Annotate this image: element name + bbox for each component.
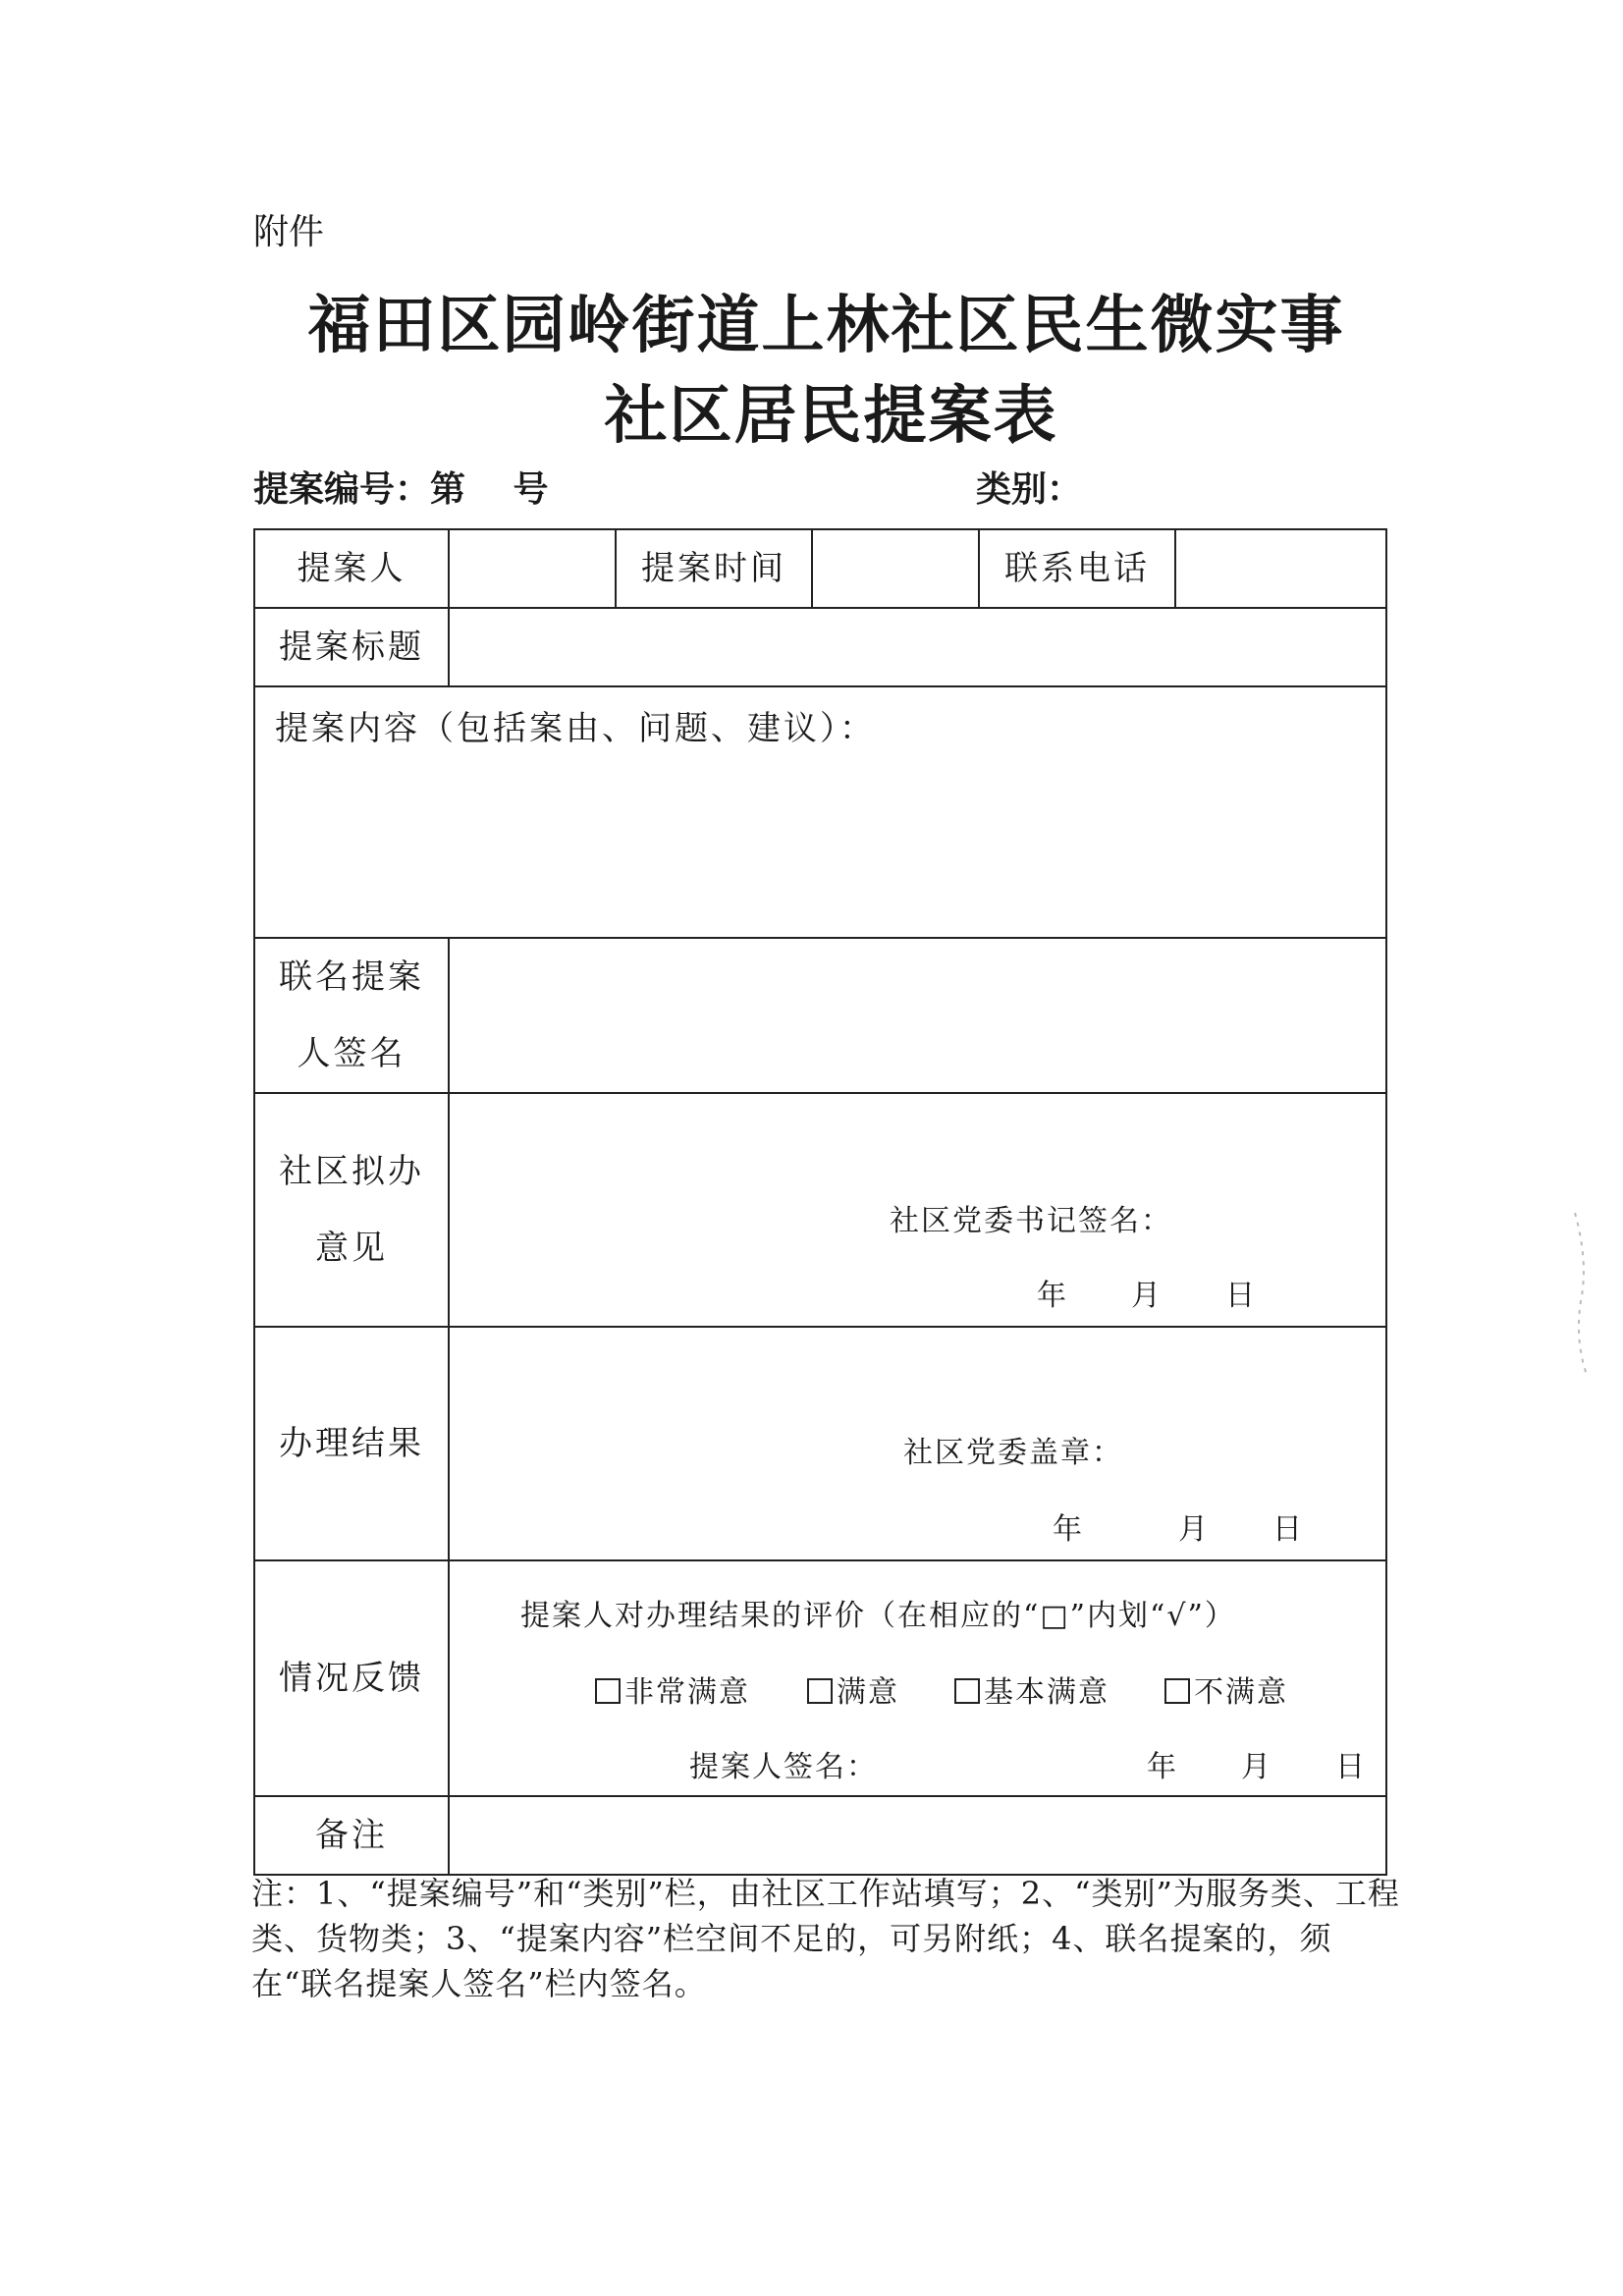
row-result (254, 1327, 1386, 1560)
row-remarks (254, 1796, 1386, 1875)
proposer-field[interactable] (449, 529, 616, 608)
attachment-label: 附件 (253, 212, 325, 252)
community-opinion-label-line1: 社区拟办 (279, 1152, 424, 1191)
contact-phone-label: 联系电话 (979, 529, 1175, 608)
joint-sign-label (254, 938, 449, 1093)
row-community-opinion (254, 1093, 1386, 1327)
row-proposer (254, 529, 1386, 608)
checkbox-icon[interactable] (954, 1678, 980, 1704)
option-very-satisfied[interactable]: 非常满意 (595, 1667, 750, 1711)
row-joint-sign (254, 938, 1386, 1093)
joint-sign-label-line2: 人签名 (297, 1034, 406, 1073)
checkbox-icon[interactable] (1164, 1678, 1190, 1704)
result-label: 办理结果 (254, 1327, 449, 1560)
feedback-label: 情况反馈 (254, 1560, 449, 1796)
row-content (254, 686, 1386, 938)
feedback-field (449, 1560, 1386, 1796)
proposal-form-table (253, 528, 1387, 1876)
proposal-title-field[interactable] (449, 608, 1386, 686)
joint-sign-field[interactable] (449, 938, 1386, 1093)
party-seal-label: 社区党委盖章： (903, 1436, 1123, 1470)
option-unsatisfied[interactable]: 不满意 (1164, 1667, 1288, 1711)
community-opinion-field[interactable] (449, 1093, 1386, 1327)
checkbox-icon[interactable] (807, 1678, 833, 1704)
proposal-title-label: 提案标题 (254, 608, 449, 686)
remarks-field[interactable] (449, 1796, 1386, 1875)
opinion-date: 年 月 日 (1037, 1279, 1257, 1313)
footnote: 注：1、“提案编号”和“类别”栏，由社区工作站填写；2、“类别”为服务类、工程类、货物类；3、“提案内容”栏空间不足的，可另附纸；4、联名提案的，须在“联名提案人签名”栏内签名。 (251, 1875, 1400, 2002)
proposal-time-field[interactable] (812, 529, 979, 608)
proposal-content-label: 提案内容（包括案由、问题、建议）： (275, 709, 876, 748)
result-field[interactable] (449, 1327, 1386, 1560)
feedback-date: 年 月 日 (1147, 1750, 1367, 1784)
checkbox-icon[interactable] (595, 1678, 621, 1704)
contact-phone-field[interactable] (1175, 529, 1386, 608)
result-date: 年 月 日 (1053, 1512, 1304, 1547)
remarks-label: 备注 (254, 1796, 449, 1875)
community-opinion-label-line2: 意见 (315, 1229, 388, 1268)
option-satisfied[interactable]: 满意 (807, 1667, 899, 1711)
document-title-line2: 社区居民提案表 (604, 379, 1058, 453)
feedback-instruction: 提案人对办理结果的评价（在相应的“□”内划“√”） (520, 1599, 1236, 1633)
proposal-time-label: 提案时间 (616, 529, 812, 608)
community-opinion-label (254, 1093, 449, 1327)
category-label: 类别： (976, 469, 1083, 510)
proposal-number-label: 提案编号：第 号 (253, 469, 549, 510)
option-basically-satisfied[interactable]: 基本满意 (954, 1667, 1109, 1711)
document-title-line1: 福田区园岭街道上林社区民生微实事 (307, 289, 1345, 362)
proposer-label: 提案人 (254, 529, 449, 608)
row-title (254, 608, 1386, 686)
scan-edge-mark (1571, 1203, 1600, 1380)
row-feedback (254, 1560, 1386, 1796)
secretary-sign-label: 社区党委书记签名： (890, 1204, 1172, 1238)
joint-sign-label-line1: 联名提案 (279, 957, 424, 997)
proposer-sign-label: 提案人签名： (689, 1750, 878, 1784)
proposal-content-field[interactable] (254, 686, 1386, 938)
